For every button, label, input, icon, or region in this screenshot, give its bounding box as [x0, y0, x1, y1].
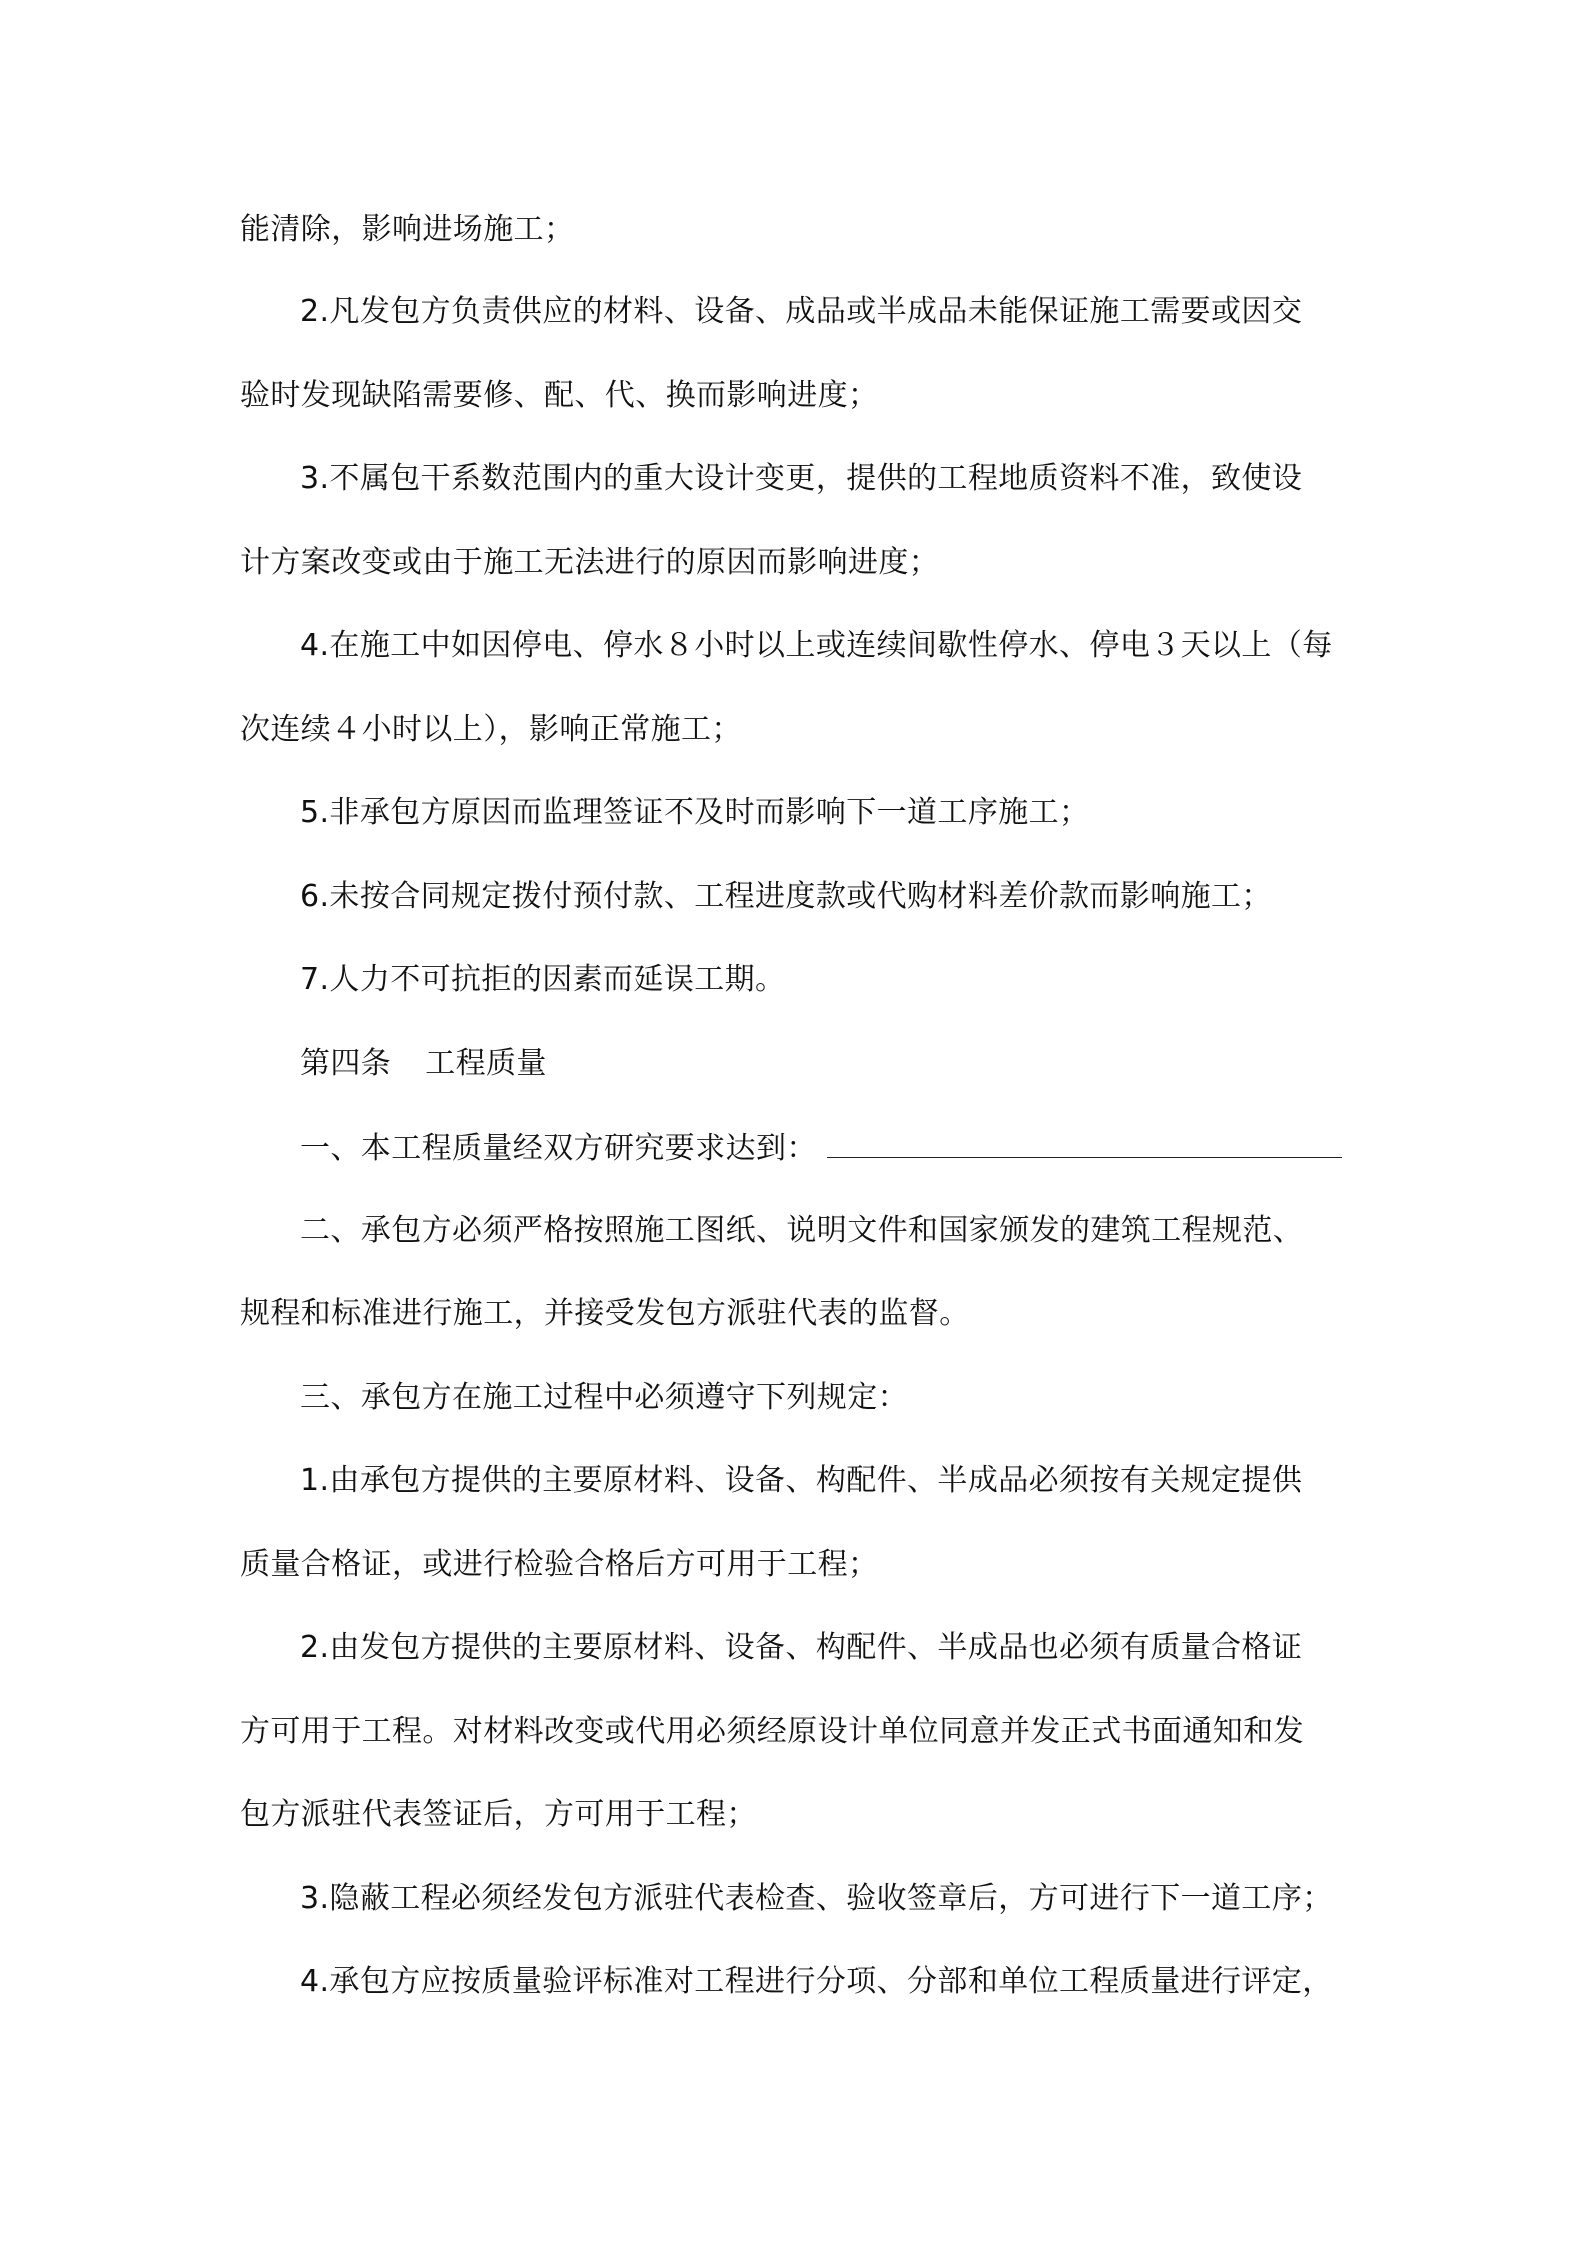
paragraph-line: 能清除，影响进场施工； — [240, 212, 575, 247]
paragraph-line: 7.人力不可抗拒的因素而延误工期。 — [300, 962, 786, 997]
paragraph-line: 1.由承包方提供的主要原材料、设备、构配件、半成品必须按有关规定提供 — [300, 1463, 1303, 1498]
quality-requirement-line — [300, 1127, 1342, 1169]
paragraph-line: 3.不属包干系数范围内的重大设计变更，提供的工程地质资料不准，致使设 — [300, 461, 1303, 496]
paragraph-line: 次连续４小时以上），影响正常施工； — [240, 712, 742, 747]
paragraph-line: 6.未按合同规定拨付预付款、工程进度款或代购材料差价款而影响施工； — [300, 879, 1272, 914]
paragraph-line: 三、承包方在施工过程中必须遵守下列规定： — [300, 1380, 908, 1415]
paragraph-line: 规程和标准进行施工，并接受发包方派驻代表的监督。 — [240, 1296, 970, 1331]
paragraph-line: 3.隐蔽工程必须经发包方派驻代表检查、验收签章后，方可进行下一道工序； — [300, 1881, 1333, 1916]
paragraph-line: 包方派驻代表签证后，方可用于工程； — [240, 1797, 757, 1832]
paragraph-text: 一、本工程质量经双方研究要求达到： — [300, 1131, 817, 1166]
paragraph-line: 5.非承包方原因而监理签证不及时而影响下一道工序施工； — [300, 795, 1090, 830]
paragraph-line: 2.由发包方提供的主要原材料、设备、构配件、半成品也必须有质量合格证 — [300, 1630, 1303, 1665]
paragraph-line: 计方案改变或由于施工无法进行的原因而影响进度； — [240, 545, 940, 580]
paragraph-line: 验时发现缺陷需要修、配、代、换而影响进度； — [240, 378, 879, 413]
paragraph-line: 质量合格证，或进行检验合格后方可用于工程； — [240, 1547, 879, 1582]
article-number: 第四条 — [300, 1046, 392, 1081]
paragraph-line: 方可用于工程。对材料改变或代用必须经原设计单位同意并发正式书面通知和发 — [240, 1714, 1304, 1749]
paragraph-line: 二、承包方必须严格按照施工图纸、说明文件和国家颁发的建筑工程规范、 — [300, 1213, 1304, 1248]
fill-in-blank — [827, 1127, 1342, 1158]
paragraph-line: 2.凡发包方负责供应的材料、设备、成品或半成品未能保证施工需要或因交 — [300, 294, 1303, 329]
paragraph-line: 4.在施工中如因停电、停水８小时以上或连续间歇性停水、停电３天以上（每 — [300, 628, 1333, 663]
article-title: 工程质量 — [425, 1046, 547, 1081]
section-heading — [300, 1044, 547, 1084]
paragraph-line: 4.承包方应按质量验评标准对工程进行分项、分部和单位工程质量进行评定， — [300, 1964, 1333, 1999]
